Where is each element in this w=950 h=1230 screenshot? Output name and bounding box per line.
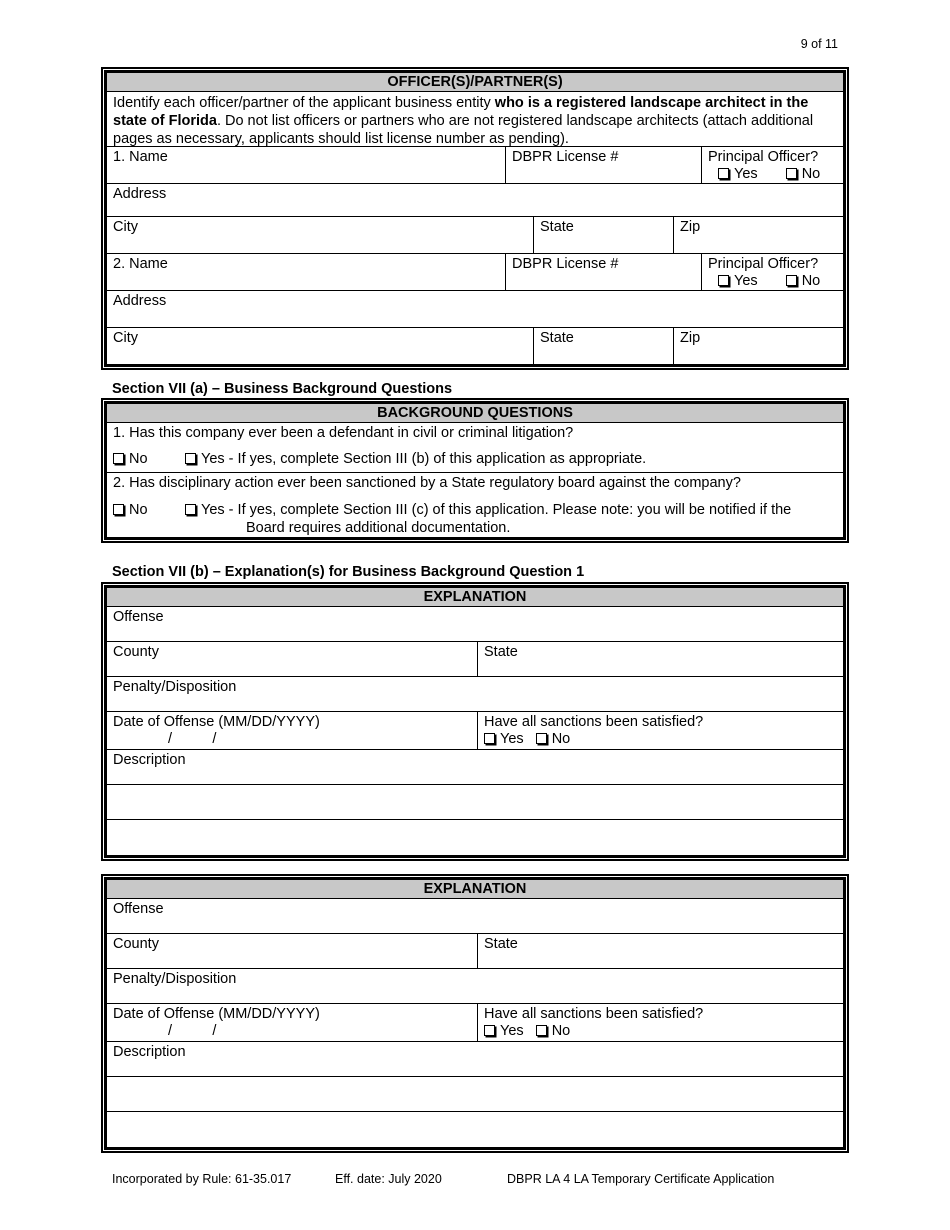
footer-eff-date: Eff. date: July 2020 (335, 1172, 442, 1186)
officer1-zip-field[interactable]: Zip (673, 217, 843, 253)
q2-yes-checkbox[interactable] (185, 501, 791, 537)
checkbox-icon (113, 453, 124, 464)
officer1-license-field[interactable]: DBPR License # (505, 147, 701, 183)
county-row (107, 934, 843, 969)
officer1-city-field[interactable]: City (113, 219, 138, 235)
description-field[interactable]: Description (113, 752, 186, 768)
officer1-address-row (107, 184, 843, 217)
checkbox-icon (718, 168, 729, 179)
officer1-city-row (107, 217, 843, 254)
officer1-name-field[interactable]: 1. Name (113, 149, 168, 165)
yes-label: Yes (734, 273, 758, 289)
date-slashes: / / (168, 1023, 217, 1039)
explanation-header: EXPLANATION (107, 880, 843, 899)
date-label: Date of Offense (MM/DD/YYYY) (113, 714, 320, 730)
penalty-row (107, 677, 843, 712)
no-label: No (129, 502, 148, 518)
background-header: BACKGROUND QUESTIONS (107, 404, 843, 423)
offense-field[interactable]: Offense (113, 901, 164, 917)
date-row (107, 712, 843, 750)
description-line (107, 785, 843, 820)
question-2-text: 2. Has disciplinary action ever been sanctioned by a State regulatory board against the company? (113, 475, 741, 491)
description-line (107, 1077, 843, 1112)
penalty-field[interactable]: Penalty/Disposition (113, 679, 237, 695)
officer1-name-row (107, 147, 843, 184)
explanation-box-1 (101, 582, 849, 861)
sanctions-label: Have all sanctions been satisfied? (484, 714, 704, 730)
no-label: No (801, 166, 821, 182)
explanation-header: EXPLANATION (107, 588, 843, 607)
offense-field[interactable]: Offense (113, 609, 164, 625)
sanctions-yes-checkbox[interactable] (484, 731, 524, 747)
principal-label: Principal Officer? (708, 256, 819, 272)
officer2-address-field[interactable]: Address (113, 293, 167, 309)
date-of-offense-field[interactable] (107, 712, 477, 749)
question-1 (107, 423, 843, 473)
background-questions-box (101, 398, 849, 543)
yes-label: Yes - If yes, complete Section III (b) of this application as appropriate. (201, 451, 647, 467)
officer1-address-field[interactable]: Address (113, 186, 167, 202)
section-a-title: Section VII (a) – Business Background Questions (112, 381, 453, 397)
date-label: Date of Offense (MM/DD/YYYY) (113, 1006, 320, 1022)
description-line (107, 820, 843, 855)
checkbox-icon (718, 275, 729, 286)
no-label: No (551, 1023, 571, 1039)
officer1-state-field[interactable]: State (533, 217, 673, 253)
penalty-row (107, 969, 843, 1004)
officer2-name-row (107, 254, 843, 291)
description-row (107, 1042, 843, 1077)
yes-label: Yes (500, 1023, 524, 1039)
offense-row (107, 607, 843, 642)
officer2-zip-field[interactable]: Zip (673, 328, 843, 364)
officers-header: OFFICER(S)/PARTNER(S) (107, 73, 843, 92)
officer2-principal (701, 254, 843, 290)
penalty-field[interactable]: Penalty/Disposition (113, 971, 237, 987)
officer2-license-field[interactable]: DBPR License # (505, 254, 701, 290)
principal-label: Principal Officer? (708, 149, 819, 165)
officer2-city-field[interactable]: City (113, 330, 138, 346)
yes-label: Yes (500, 731, 524, 747)
description-field[interactable]: Description (113, 1044, 186, 1060)
checkbox-icon (536, 733, 547, 744)
no-label: No (801, 273, 821, 289)
footer-form-name: DBPR LA 4 LA Temporary Certificate Application (507, 1172, 775, 1186)
offense-row (107, 899, 843, 934)
yes-label-cont: Board requires additional documentation. (246, 520, 511, 536)
yes-label: Yes (734, 166, 758, 182)
officer2-yes-checkbox[interactable] (718, 273, 758, 289)
description-line-field[interactable] (107, 1112, 843, 1147)
q1-no-checkbox[interactable] (113, 451, 185, 467)
officers-intro (107, 92, 843, 147)
intro-bold-text: who is a registered landscape architect in the state of Florida (113, 95, 809, 129)
sanctions-no-checkbox[interactable] (536, 731, 571, 747)
date-of-offense-field[interactable] (107, 1004, 477, 1041)
yes-label: Yes - If yes, complete Section III (c) of this application. Please note: you will be notified if the (201, 502, 792, 518)
sanctions-label: Have all sanctions been satisfied? (484, 1006, 704, 1022)
officer1-yes-checkbox[interactable] (718, 166, 758, 182)
checkbox-icon (484, 733, 495, 744)
intro-text: Identify each officer/partner of the applicant business entity (113, 95, 495, 111)
question-1-text: 1. Has this company ever been a defendant in civil or criminal litigation? (113, 425, 574, 441)
sanctions-field (477, 712, 843, 749)
date-slashes: / / (168, 731, 217, 747)
county-field[interactable]: County (113, 936, 159, 952)
sanctions-yes-checkbox[interactable] (484, 1023, 524, 1039)
explanation-box-2 (101, 874, 849, 1153)
officers-box (101, 67, 849, 370)
sanctions-field (477, 1004, 843, 1041)
checkbox-icon (786, 168, 797, 179)
state-field[interactable]: State (477, 642, 843, 676)
checkbox-icon (786, 275, 797, 286)
description-line-field[interactable] (107, 820, 843, 855)
description-line (107, 1112, 843, 1147)
officer2-no-checkbox[interactable] (786, 273, 821, 289)
page-number: 9 of 11 (800, 37, 838, 51)
checkbox-icon (185, 453, 196, 464)
date-row (107, 1004, 843, 1042)
description-line-field[interactable] (107, 1077, 843, 1111)
officer2-name-field[interactable]: 2. Name (113, 256, 168, 272)
state-field[interactable]: State (477, 934, 843, 968)
q2-no-checkbox[interactable] (113, 501, 185, 537)
officer2-address-row (107, 291, 843, 328)
checkbox-icon (484, 1025, 495, 1036)
question-2 (107, 473, 843, 537)
sanctions-no-checkbox[interactable] (536, 1023, 571, 1039)
officer1-principal (701, 147, 843, 183)
county-row (107, 642, 843, 677)
officer2-state-field[interactable]: State (533, 328, 673, 364)
q1-yes-checkbox[interactable] (185, 451, 646, 467)
county-field[interactable]: County (113, 644, 159, 660)
description-row (107, 750, 843, 785)
checkbox-icon (113, 504, 124, 515)
officer1-no-checkbox[interactable] (786, 166, 821, 182)
no-label: No (129, 451, 148, 467)
checkbox-icon (536, 1025, 547, 1036)
section-b-title: Section VII (b) – Explanation(s) for Business Background Question 1 (112, 564, 585, 580)
intro-text-2: . Do not list officers or partners who are not registered landscape architects (attach additional pages as necessary, applicants should list license number as pending). (113, 113, 814, 147)
description-line-field[interactable] (107, 785, 843, 819)
no-label: No (551, 731, 571, 747)
officer2-city-row (107, 328, 843, 364)
footer-rule: Incorporated by Rule: 61-35.017 (112, 1172, 292, 1186)
checkbox-icon (185, 504, 196, 515)
